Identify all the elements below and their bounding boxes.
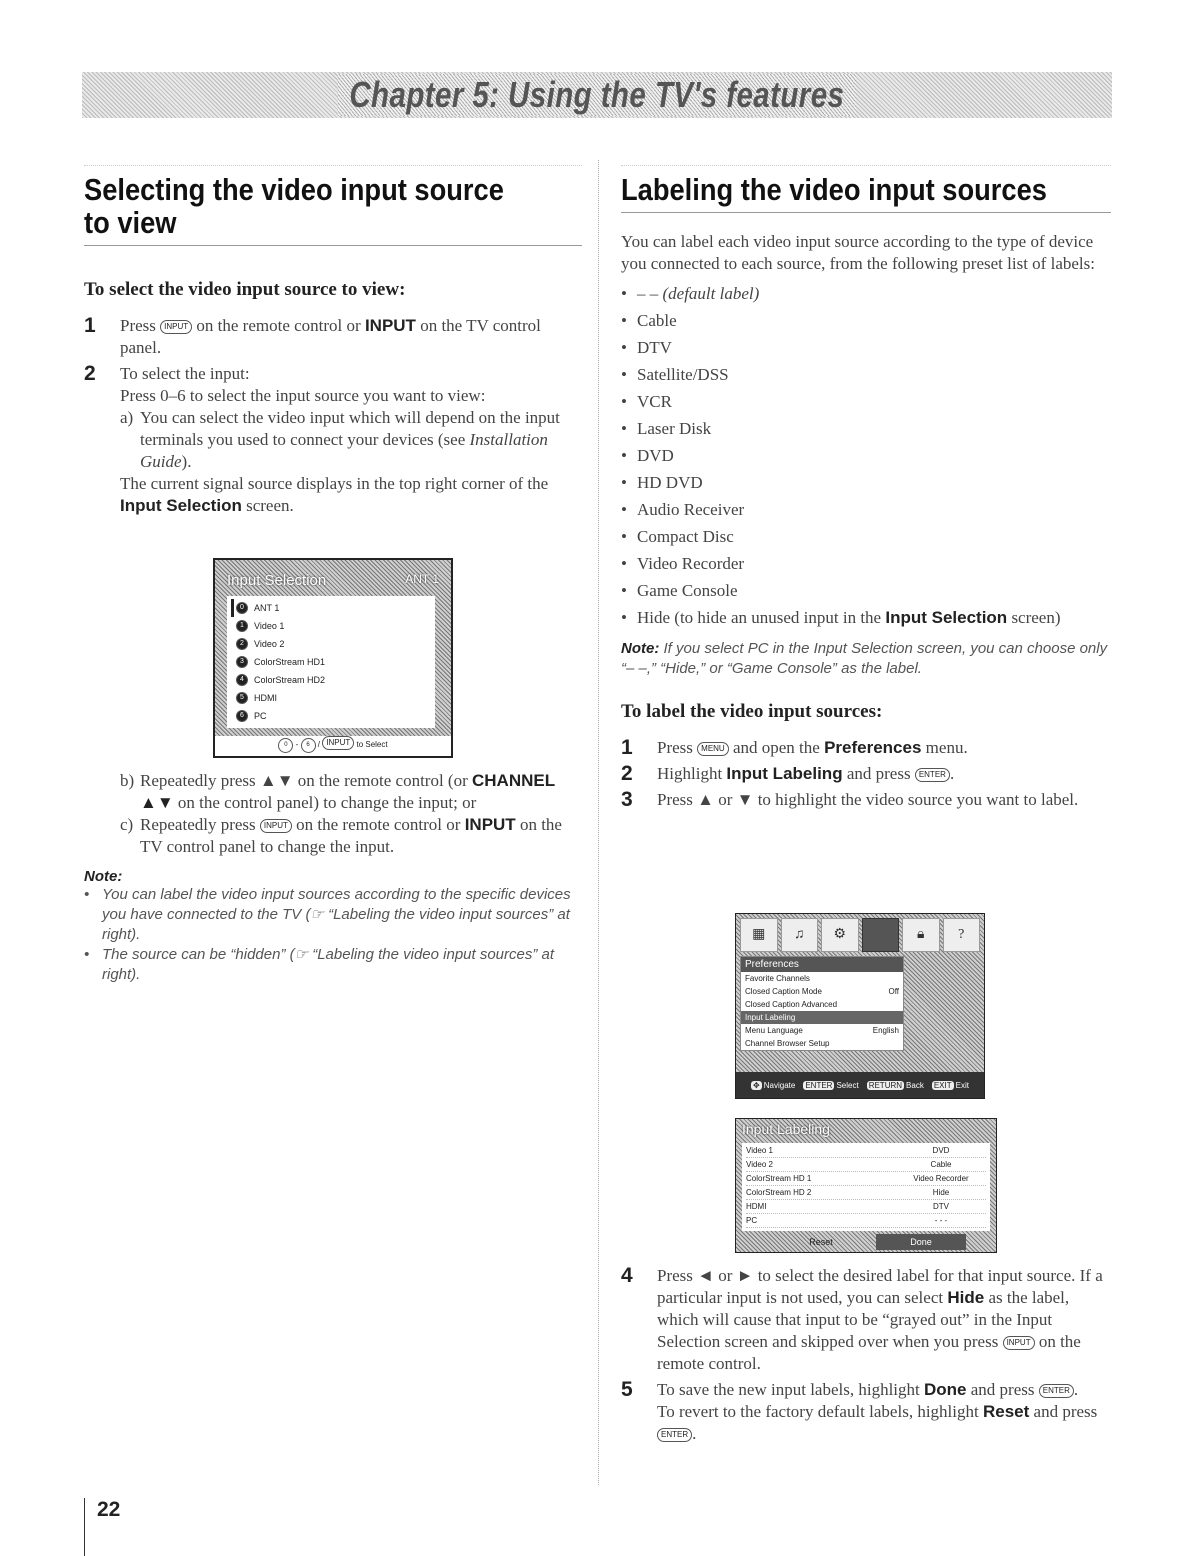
bullet: • — [621, 527, 627, 546]
bullet: • — [621, 473, 627, 492]
input-option-label: ColorStream HD1 — [254, 657, 326, 667]
bullet: • — [621, 392, 627, 411]
step-text: and press — [1033, 1402, 1098, 1421]
footer-hint — [751, 1081, 795, 1090]
step-5 — [621, 1379, 1111, 1445]
label-text: DTV — [637, 338, 672, 357]
input-label-value: Cable — [930, 1160, 952, 1169]
step-text: To save the new input labels, highlight — [657, 1380, 920, 1399]
screen-name: Input Selection — [120, 496, 242, 515]
input-name: ColorStream HD 1 — [746, 1174, 812, 1183]
label-text: – – (default label) — [637, 284, 760, 303]
input-option[interactable] — [231, 635, 435, 653]
step-text: . — [949, 764, 955, 783]
menu-item-label: Closed Caption Mode — [745, 987, 822, 996]
enter-key-icon: ENTER — [915, 768, 950, 782]
lock-icon: 🔒︎ — [902, 918, 940, 952]
step-text: on the TV control panel to change the input. — [140, 815, 562, 856]
sub-step-c — [120, 814, 582, 858]
menu-item[interactable] — [741, 1024, 903, 1037]
footer-hint-label: Back — [906, 1080, 924, 1090]
reset-label: Reset — [982, 1402, 1030, 1421]
number-key-icon: 0 — [236, 602, 248, 614]
sub-letter: a) — [120, 408, 134, 427]
footer-hint — [803, 1081, 858, 1090]
step-number: 2 — [84, 362, 96, 385]
remote-key-icon: RETURN — [868, 1080, 903, 1090]
menu-item[interactable] — [741, 985, 903, 998]
step-text: screen) — [1011, 608, 1061, 627]
note-item — [84, 885, 582, 945]
label-option — [621, 337, 1111, 364]
input-option[interactable] — [231, 707, 435, 725]
step-text: on the remote control or — [296, 815, 461, 834]
label-text: VCR — [637, 392, 672, 411]
input-option-label: Video 2 — [254, 639, 285, 649]
menu-item-value: Off — [888, 987, 899, 996]
enter-key-icon: ENTER — [657, 1428, 692, 1442]
note-text: If you select PC in the Input Selection screen, you can choose only “– –,” “Hide,” or “Game Console” as the label. — [621, 640, 1108, 677]
input-option-label: ANT 1 — [254, 603, 280, 613]
bullet: • — [621, 608, 627, 627]
label-option — [621, 445, 1111, 472]
input-option[interactable] — [231, 617, 435, 635]
guide-reference: Installation Guide — [140, 430, 548, 471]
step-number: 4 — [621, 1264, 633, 1287]
step-number: 2 — [621, 762, 633, 785]
step-text: . — [692, 1424, 697, 1443]
step-1 — [84, 315, 582, 359]
label-row[interactable] — [746, 1144, 986, 1158]
step-text: Hide (to hide an unused input in the — [637, 608, 882, 627]
section-heading-line2: to view — [84, 205, 177, 240]
menu-icon-bar — [740, 918, 980, 952]
footer-hint-label: Navigate — [763, 1080, 796, 1090]
step-text: Press 0–6 to select the input source you want to view: — [120, 386, 486, 405]
label-option — [621, 310, 1111, 337]
label-option — [621, 364, 1111, 391]
label-text: Compact Disc — [637, 527, 734, 546]
label-rows — [742, 1143, 990, 1231]
bullet: • — [621, 365, 627, 384]
menu-item-label: Input Labeling — [745, 1013, 796, 1022]
input-option-label: HDMI — [254, 693, 277, 703]
label-text: Audio Receiver — [637, 500, 745, 519]
step-text: Highlight — [657, 764, 723, 783]
number-key-icon: 4 — [236, 674, 248, 686]
column-divider — [598, 160, 599, 1485]
note-text: You can label the video input sources according to the specific devices you have connected to the TV (☞ “Labeling the video input sources” at right). — [102, 886, 571, 943]
label-option — [621, 526, 1111, 553]
footer-hint — [867, 1081, 924, 1090]
step-text: and press — [970, 1380, 1035, 1399]
screen-header — [227, 572, 439, 589]
heading-top-rule — [621, 165, 1111, 166]
sub-letter: c) — [120, 815, 134, 834]
step-text: and press — [846, 764, 911, 783]
step-text: Repeatedly press — [140, 815, 256, 834]
label-option — [621, 580, 1111, 607]
sub-step-b — [120, 770, 582, 814]
input-option[interactable] — [231, 653, 435, 671]
picture-icon: ▦ — [740, 918, 778, 952]
label-list — [621, 283, 1111, 607]
input-name: Video 1 — [746, 1146, 773, 1155]
input-key-icon: INPUT — [160, 320, 192, 334]
step-number: 1 — [621, 736, 633, 759]
setup-icon: ⚙ — [821, 918, 859, 952]
label-row[interactable] — [746, 1172, 986, 1186]
bullet: • — [84, 946, 90, 963]
intro-text: You can label each video input source according to the type of device you connected to each source, from the following preset list of labels: — [621, 232, 1095, 273]
menu-item-label: Menu Language — [745, 1026, 803, 1035]
step-number: 1 — [84, 314, 96, 337]
input-label: INPUT — [464, 815, 516, 834]
label-text: Cable — [637, 311, 677, 330]
input-key-icon: INPUT — [322, 736, 354, 750]
step-text: and open the — [732, 738, 820, 757]
input-name: Video 2 — [746, 1160, 773, 1169]
procedure-heading: To label the video input sources: — [621, 701, 883, 722]
bullet: • — [621, 284, 627, 303]
note-item — [84, 945, 582, 985]
input-key-icon: INPUT — [1003, 1336, 1035, 1350]
remote-key-icon: EXIT — [933, 1080, 952, 1090]
label-option — [621, 553, 1111, 580]
channel-label: CHANNEL ▲▼ — [140, 771, 555, 812]
number-key-icon: 6 — [236, 710, 248, 722]
menu-name: Preferences — [824, 738, 922, 757]
label-option — [621, 499, 1111, 526]
current-source-text — [120, 473, 582, 517]
input-label-value: Video Recorder — [913, 1174, 969, 1183]
bullet: • — [621, 419, 627, 438]
input-labeling-screen — [735, 1118, 997, 1253]
input-label: INPUT — [364, 316, 416, 335]
footer-hint: to Select — [356, 740, 388, 749]
input-label-value: - - - — [934, 1216, 948, 1225]
screen-footer: 0 - 6 / INPUT to Select — [215, 736, 451, 753]
procedure-heading: To select the video input source to view: — [84, 279, 406, 300]
section-heading-line1: Selecting the video input source — [84, 172, 504, 207]
sub-step-a — [120, 407, 582, 473]
input-label-value: DTV — [933, 1202, 949, 1211]
menu-title: Preferences — [741, 957, 903, 972]
step-text: You can select the video input which will depend on the input terminals you used to connect your devices (see — [140, 408, 560, 449]
done-label: Done — [924, 1380, 967, 1399]
label-option — [621, 391, 1111, 418]
note-text: The source can be “hidden” (☞ “Labeling the video input sources” at right). — [102, 946, 555, 983]
label-text: DVD — [637, 446, 674, 465]
preferences-icon — [862, 918, 900, 952]
step-text: The current signal source displays in the top right corner of the — [120, 474, 549, 493]
section-heading: Labeling the video input sources — [621, 172, 1047, 207]
step-text: as the label, which will cause that input to be “grayed out” in the Input Selection screen and skipped over when you press — [657, 1288, 1070, 1351]
heading-rule — [621, 212, 1111, 213]
menu-item-label: Closed Caption Advanced — [745, 1000, 838, 1009]
note-title: Note: — [621, 640, 660, 657]
remote-key-icon: ✥ — [753, 1080, 760, 1090]
bullet: • — [84, 886, 90, 903]
input-selection-screen — [213, 558, 453, 758]
input-label-value: Hide — [932, 1188, 950, 1197]
step-text: To revert to the factory default labels, highlight — [657, 1402, 979, 1421]
done-button[interactable]: Done — [876, 1234, 966, 1250]
page-number: 22 — [84, 1498, 120, 1556]
label-row[interactable] — [746, 1158, 986, 1172]
menu-footer — [736, 1072, 984, 1098]
step-text: Press ◄ or ► to select the desired label for that input source. If a particular input is not used, you can select — [657, 1266, 1103, 1307]
input-name: PC — [746, 1216, 758, 1225]
input-option-label: ColorStream HD2 — [254, 675, 326, 685]
note-title: Note: — [84, 868, 123, 885]
input-label-value: DVD — [932, 1146, 950, 1155]
input-option-label: Video 1 — [254, 621, 285, 631]
right-column — [621, 165, 1111, 815]
label-option — [621, 472, 1111, 499]
label-option — [621, 418, 1111, 445]
screen-name: Input Selection — [885, 608, 1008, 627]
hide-item — [621, 607, 1111, 629]
bullet: • — [621, 554, 627, 573]
step-number: 5 — [621, 1378, 633, 1401]
menu-items — [741, 972, 903, 1050]
step-text: Press — [120, 316, 156, 335]
note-list — [84, 885, 582, 985]
right-note — [621, 639, 1111, 679]
number-key-icon: 6 — [301, 738, 316, 753]
step-text: ). — [181, 452, 192, 471]
step-text: on the remote control. — [657, 1332, 1081, 1373]
enter-key-icon: ENTER — [1039, 1384, 1074, 1398]
step-text: on the remote control or — [196, 316, 361, 335]
remote-key-icon: ENTER — [805, 1080, 833, 1090]
bullet: • — [621, 446, 627, 465]
input-list — [227, 596, 435, 728]
step-3 — [621, 789, 1111, 811]
menu-panel — [740, 956, 904, 1051]
reset-button[interactable]: Reset — [809, 1237, 833, 1247]
label-text: Satellite/DSS — [637, 365, 729, 384]
input-name: ColorStream HD 2 — [746, 1188, 812, 1197]
menu-item[interactable] — [741, 1011, 903, 1024]
input-option[interactable] — [231, 599, 435, 617]
input-option-label: PC — [254, 711, 267, 721]
step-text: on the control panel) to change the input; or — [177, 793, 477, 812]
step-text: Press — [657, 738, 693, 757]
label-option — [621, 283, 1111, 310]
menu-item-value: English — [872, 1026, 899, 1035]
menu-item[interactable] — [741, 998, 903, 1011]
label-text: Video Recorder — [637, 554, 745, 573]
number-key-icon: 5 — [236, 692, 248, 704]
footer-hint-label: Exit — [955, 1080, 969, 1090]
step-4 — [621, 1265, 1111, 1375]
input-option[interactable] — [231, 671, 435, 689]
label-text: Laser Disk — [637, 419, 712, 438]
menu-item[interactable] — [741, 972, 903, 985]
step-number: 3 — [621, 788, 633, 811]
footer-hint — [932, 1081, 969, 1090]
label-row[interactable] — [746, 1214, 986, 1228]
label-row[interactable] — [746, 1200, 986, 1214]
left-column-continued — [84, 770, 582, 985]
audio-icon: ♫ — [781, 918, 819, 952]
menu-item-name: Input Labeling — [726, 764, 843, 783]
step-text: Repeatedly press ▲▼ on the remote control (or — [140, 771, 468, 790]
step-text: menu. — [925, 738, 968, 757]
menu-key-icon: MENU — [697, 742, 729, 756]
input-option[interactable] — [231, 689, 435, 707]
right-column-continued — [621, 1265, 1111, 1449]
step-2 — [621, 763, 1111, 785]
number-key-icon: 1 — [236, 620, 248, 632]
bullet: • — [621, 338, 627, 357]
step-text: on the TV control panel. — [120, 316, 541, 357]
menu-item[interactable] — [741, 1037, 903, 1050]
separator: / — [317, 740, 320, 749]
input-name: HDMI — [746, 1202, 767, 1211]
sub-letter: b) — [120, 771, 135, 790]
heading-top-rule — [84, 165, 582, 166]
step-1 — [621, 737, 1111, 759]
chapter-title: Chapter 5: Using the TV's features — [338, 74, 856, 116]
chapter-banner — [82, 72, 1112, 118]
number-key-icon: 3 — [236, 656, 248, 668]
bullet: • — [621, 581, 627, 600]
number-key-icon: 2 — [236, 638, 248, 650]
label-row[interactable] — [746, 1186, 986, 1200]
heading-rule — [84, 245, 582, 246]
menu-item-label: Channel Browser Setup — [745, 1039, 830, 1048]
step-2 — [84, 363, 582, 517]
menu-item-label: Favorite Channels — [745, 974, 810, 983]
left-column — [84, 165, 582, 521]
step-text: screen. — [246, 496, 294, 515]
screen-title: Input Selection — [227, 572, 327, 589]
hide-label: Hide — [947, 1288, 985, 1307]
step-text: Press ▲ or ▼ to highlight the video source you want to label. — [657, 790, 1079, 809]
step-text: To select the input: — [120, 364, 250, 383]
preferences-screen — [735, 913, 985, 1099]
help-icon: ? — [943, 918, 981, 952]
bullet: • — [621, 311, 627, 330]
step-text: . — [1073, 1380, 1079, 1399]
bullet: • — [621, 500, 627, 519]
screen-title: Input Labeling — [742, 1121, 830, 1137]
input-key-icon: INPUT — [260, 819, 292, 833]
label-text: Game Console — [637, 581, 738, 600]
label-text: HD DVD — [637, 473, 703, 492]
current-source: ANT 1 — [405, 572, 439, 586]
number-key-icon: 0 — [278, 738, 293, 753]
footer-hint-label: Select — [836, 1080, 859, 1090]
